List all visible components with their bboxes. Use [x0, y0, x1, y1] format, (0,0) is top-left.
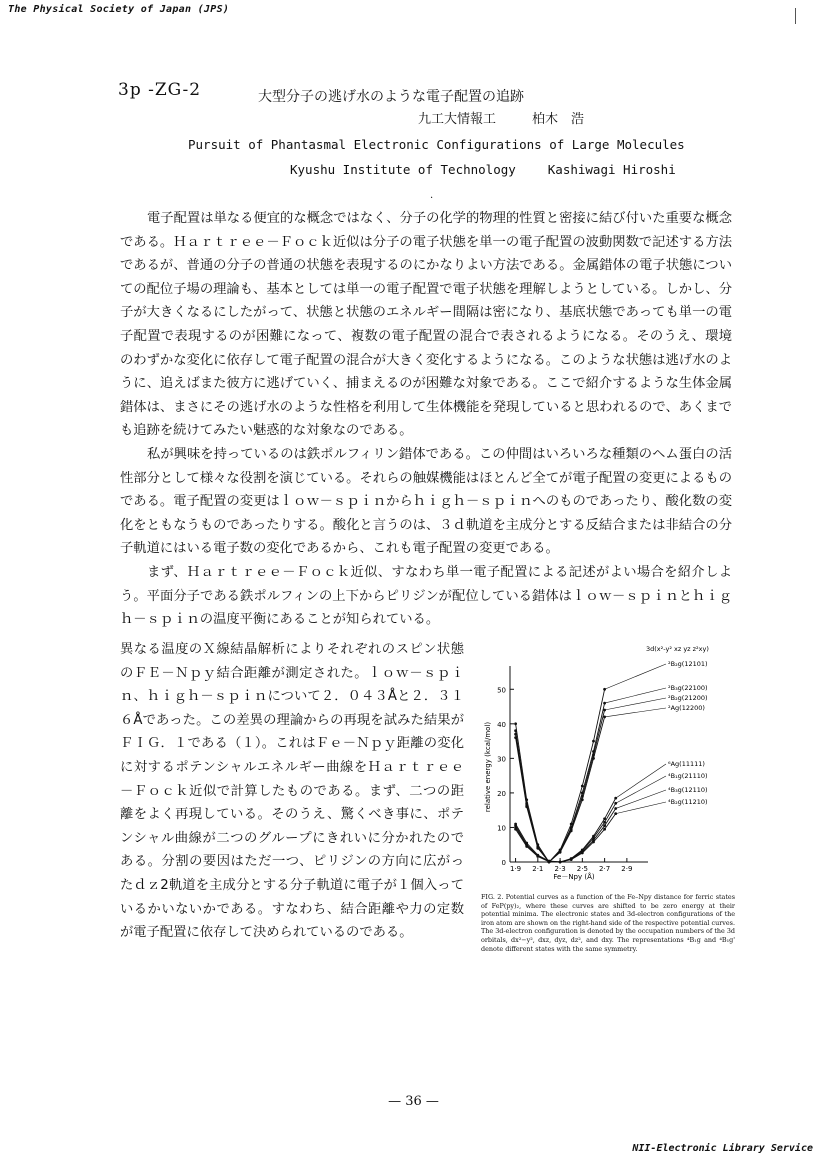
series-label: ⁴B₂g(11210)	[668, 798, 708, 806]
figure-caption: FIG. 2. Potential curves as a function of the Fe–Npy distance for ferric states of FeP(py)₂, where these curves are shifted to be zero energy at their potential minima. The electronic states and 3d-electron configurations of the iron atom are shown on the right-hand side of the respective potential curves. The 3d-electron configuration is denoted by the occupation numbers of the 3d orbitals, dx²−y², dxz, dyz, dz², and dxy. The representations ⁴B₁g and ⁴B₁g' denote different states with the same symmetry.	[481, 893, 735, 953]
series-label: ²Ag(12200)	[668, 704, 705, 712]
data-point	[525, 805, 528, 808]
paragraph-3: まず、Ｈａｒｔｒｅｅ－Ｆｏｃｋ近似、すなわち単一電子配置による記述がよい場合を紹介しよう。平面分子である鉄ポルフィンの上下からピリジンが配位している錯体はｌｏｗ－ｓｐｉｎとｈｉｇｈ－ｓｐｉｎの温度平衡にあることが知られている。	[120, 564, 732, 628]
data-point	[592, 841, 595, 844]
label-leader	[616, 802, 666, 814]
series-label: ²B₂g(21200)	[668, 694, 708, 702]
series-label: ²B₂g(12101)	[668, 660, 708, 668]
title-jp: 大型分子の逃げ水のような電子配置の追跡	[258, 89, 524, 105]
data-point	[603, 688, 606, 691]
label-leader	[605, 688, 666, 703]
data-point	[581, 785, 584, 788]
data-point	[514, 733, 517, 736]
x-tick-label: 2·7	[599, 865, 611, 873]
author-en: Kashiwagi Hiroshi	[547, 162, 676, 177]
y-tick-label: 50	[497, 686, 506, 695]
data-point	[536, 855, 539, 858]
left-column-text	[120, 638, 464, 945]
author-jp: 柏木 浩	[532, 112, 585, 127]
body-text	[120, 207, 732, 632]
series-label: ⁴B₃g(12110)	[668, 786, 708, 794]
data-point	[570, 858, 573, 861]
data-point	[536, 847, 539, 850]
y-axis-label: relative energy (kcal/mol)	[484, 721, 492, 813]
stray-dot: .	[430, 190, 434, 201]
data-point	[614, 807, 617, 810]
y-tick-label: 30	[497, 755, 506, 764]
library-footer: NII-Electronic Library Service	[632, 1143, 813, 1154]
y-tick-label: 40	[497, 720, 506, 729]
data-point	[514, 828, 517, 831]
margin-mark	[795, 8, 796, 24]
y-tick-label: 20	[497, 789, 506, 798]
series-line	[516, 798, 616, 862]
config-header: 3d(x²-y² xz yz z²xy)	[646, 645, 709, 653]
data-point	[514, 736, 517, 739]
data-point	[514, 722, 517, 725]
data-point	[581, 798, 584, 801]
potential-curve-chart	[478, 642, 740, 882]
paragraph-1: 電子配置は単なる便宜的な概念ではなく、分子の化学的物理的性質と密接に結び付いた重要な概念である。Ｈａｒｔｒｅｅ－Ｆｏｃｋ近似は分子の電子状態を単一の電子配置の波動関数で記述する方法であるが、普通の分子の普通の状態を表現するのにかなりよい方法である。金属錯体の電子状態についての配位子場の理論も、基本としては単一の電子配置で電子状態を理解しようとしている。しかし、分子が大きくなるにしたがって、状態と状態のエネルギー間隔は密になり、基底状態であっても単一の電子配置で表現するのが困難になって、複数の電子配置の混合で表されるようになる。そのうえ、環境のわずかな変化に依存して電子配置の混合が大きく変化するようになる。このような状態は逃げ水のように、追えばまた彼方に逃げていく、捕まえるのが困難な対象である。ここで紹介するような生体金属錯体は、まさにその逃げ水のような性格を利用して生体機能を発現していると思われるので、あくまでも追跡を続けてみたい魅惑的な対象なのである。	[120, 211, 732, 439]
data-point	[559, 851, 562, 854]
data-point	[581, 852, 584, 855]
y-tick-label: 10	[497, 824, 506, 833]
data-point	[559, 861, 562, 864]
journal-header: The Physical Society of Japan (JPS)	[8, 4, 230, 15]
x-tick-label: 2·5	[576, 865, 588, 873]
abstract-code: 3p -ZG-2	[118, 80, 202, 100]
page-number: — 36 —	[388, 1094, 439, 1109]
label-leader	[605, 698, 666, 710]
affiliation-jp: 九工大情報工	[418, 112, 497, 127]
x-tick-label: 2·3	[554, 865, 566, 873]
author-line-jp	[418, 108, 620, 127]
x-tick-label: 2·1	[532, 865, 544, 873]
data-point	[592, 757, 595, 760]
label-leader	[605, 708, 666, 717]
data-point	[548, 860, 551, 863]
x-tick-label: 1·9	[509, 865, 522, 873]
title-en: Pursuit of Phantasmal Electronic Configurations of Large Molecules	[188, 137, 685, 152]
y-tick-label: 0	[501, 859, 506, 867]
data-point	[603, 828, 606, 831]
data-point	[570, 830, 573, 833]
x-tick-label: 2·9	[621, 865, 633, 873]
affiliation-en: Kyushu Institute of Technology	[290, 162, 516, 177]
author-line-en	[290, 162, 708, 177]
label-leader	[605, 664, 666, 689]
series-line	[516, 803, 616, 862]
data-point	[614, 802, 617, 805]
data-point	[603, 824, 606, 827]
figure	[478, 642, 740, 882]
paragraph-4: 異なる温度のＸ線結晶解析によりそれぞれのスピン状態のＦＥ－Ｎｐｙ結合距離が測定された。ｌｏｗ－ｓｐｉｎ、ｈｉｇｈ－ｓｐｉｎについて２．０４３Åと２．３１６Åであった。この差異の理論からの再現を試みた結果がＦＩＧ．１である（１）。これはＦｅ－Ｎｐｙ距離の変化に対するポテンシャルエネルギー曲線をＨａｒｔｒｅｅ－Ｆｏｃｋ近似で計算したものである。まず、二つの距離をよく再現している。そのうえ、驚くべき事に、ポテンシャル曲線が二つのグループにきれいに分かれたのである。分割の要因はただ一つ、ピリジンの方向に広がったｄｚ2軌道を主成分とする分子軌道に電子が１個入っているかいないかである。すなわち、結合距離や力の定数が電子配置に依存して決められているのである。	[120, 642, 464, 941]
paragraph-2: 私が興味を持っているのは鉄ポルフィリン錯体である。この仲間はいろいろな種類のヘム蛋白の活性部分として様々な役割を演じている。それらの触媒機能はほとんど全てが電子配置の変更によるものである。電子配置の変更はｌｏｗ－ｓｐｉｎからｈｉｇｈ－ｓｐｉｎへのものであったり、酸化数の変化をともなうものであったりする。酸化と言うのは、３ｄ軌道を主成分とする反結合または非結合の分子軌道にはいる電子数の変化であるから、これも電子配置の変更である。	[120, 446, 732, 557]
series-label: ⁶Ag(11111)	[668, 760, 705, 768]
data-point	[525, 845, 528, 848]
series-line	[516, 689, 605, 862]
series-label: ²B₃g(22100)	[668, 684, 708, 692]
data-point	[514, 729, 517, 732]
series-label: ⁴B₁g(21110)	[668, 772, 708, 780]
x-axis-label: Fe－Npy (Å)	[553, 873, 595, 881]
data-point	[592, 740, 595, 743]
data-point	[603, 821, 606, 824]
